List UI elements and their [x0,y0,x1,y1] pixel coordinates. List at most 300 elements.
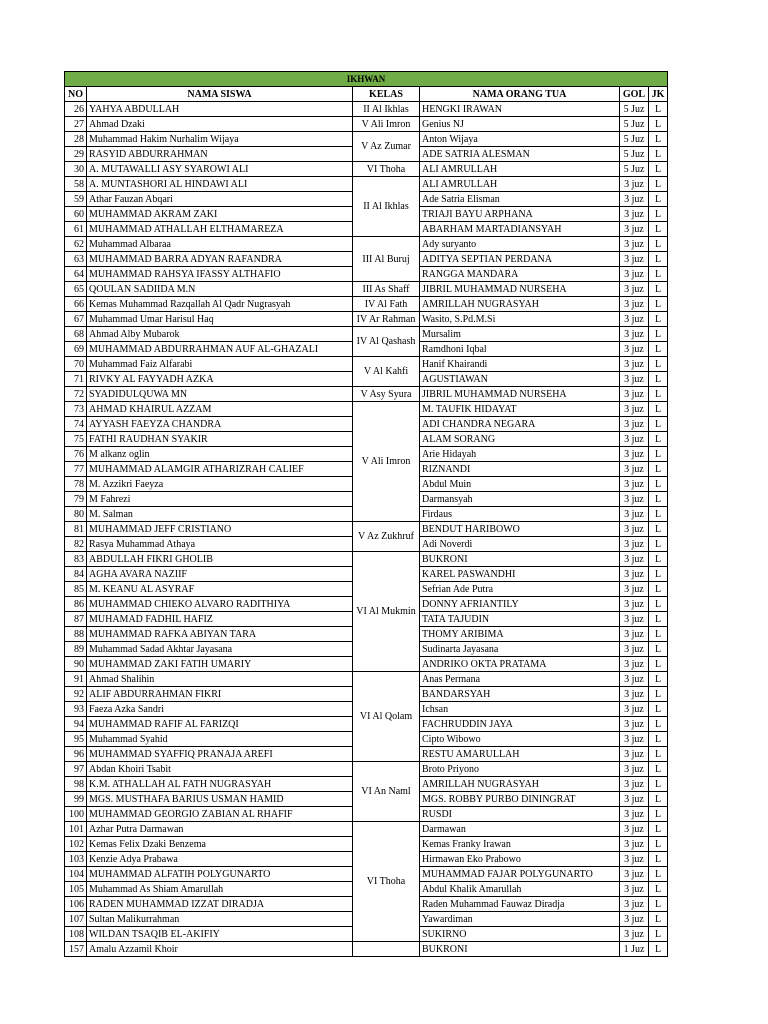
gol-cell: 3 juz [620,447,649,462]
jk-cell: L [649,267,668,282]
student-name: Faeza Azka Sandri [87,702,353,717]
student-name: Kemas Felix Dzaki Benzema [87,837,353,852]
parent-name: ABARHAM MARTADIANSYAH [420,222,620,237]
student-name: M. Azzikri Faeyza [87,477,353,492]
parent-name: Arie Hidayah [420,447,620,462]
jk-cell: L [649,237,668,252]
banner-row [65,72,668,87]
parent-name: Wasito, S.Pd.M.Si [420,312,620,327]
class-cell: IV Ar Rahman [353,312,420,327]
jk-cell: L [649,912,668,927]
gol-cell: 3 juz [620,297,649,312]
jk-cell: L [649,792,668,807]
parent-name: DONNY AFRIANTILY [420,597,620,612]
student-name: Abdan Khoiri Tsabit [87,762,353,777]
table-body [65,102,668,957]
class-cell: VI Al Qolam [353,672,420,762]
parent-name: ALI AMRULLAH [420,177,620,192]
gol-cell: 3 juz [620,237,649,252]
parent-name: ALAM SORANG [420,432,620,447]
jk-cell: L [649,372,668,387]
jk-cell: L [649,747,668,762]
table-row [65,822,668,837]
jk-cell: L [649,762,668,777]
parent-name: Kemas Franky Irawan [420,837,620,852]
class-cell: V Ali Imron [353,402,420,522]
parent-name: AGUSTIAWAN [420,372,620,387]
jk-cell: L [649,417,668,432]
student-name: Muhammad Hakim Nurhalim Wijaya [87,132,353,147]
jk-cell: L [649,387,668,402]
jk-cell: L [649,342,668,357]
gol-cell: 3 juz [620,852,649,867]
jk-cell: L [649,147,668,162]
jk-cell: L [649,192,668,207]
row-number: 85 [65,582,87,597]
class-cell: VI An Naml [353,762,420,822]
row-number: 89 [65,642,87,657]
student-name: MUHAMMAD RAFIF AL FARIZQI [87,717,353,732]
student-name: Muhammad Umar Harisul Haq [87,312,353,327]
jk-cell: L [649,777,668,792]
gol-cell: 1 Juz [620,942,649,957]
student-name: WILDAN TSAQIB EL-AKIFIY [87,927,353,942]
jk-cell: L [649,357,668,372]
parent-name: SUKIRNO [420,927,620,942]
row-number: 104 [65,867,87,882]
row-number: 107 [65,912,87,927]
table-row [65,162,668,177]
row-number: 65 [65,282,87,297]
gol-cell: 3 juz [620,357,649,372]
gol-cell: 3 juz [620,207,649,222]
row-number: 66 [65,297,87,312]
parent-name: Broto Priyono [420,762,620,777]
header-kelas: KELAS [353,87,420,102]
student-name: Azhar Putra Darmawan [87,822,353,837]
row-number: 108 [65,927,87,942]
student-name: MUHAMAD FADHIL HAFIZ [87,612,353,627]
gol-cell: 3 juz [620,327,649,342]
gol-cell: 3 juz [620,252,649,267]
row-number: 60 [65,207,87,222]
student-name: MUHAMMAD ATHALLAH ELTHAMAREZA [87,222,353,237]
parent-name: ADI CHANDRA NEGARA [420,417,620,432]
table-row [65,132,668,147]
parent-name: RANGGA MANDARA [420,267,620,282]
parent-name: Anas Permana [420,672,620,687]
gol-cell: 3 juz [620,552,649,567]
row-number: 102 [65,837,87,852]
row-number: 103 [65,852,87,867]
jk-cell: L [649,252,668,267]
gol-cell: 3 juz [620,747,649,762]
gol-cell: 3 juz [620,627,649,642]
parent-name: Adi Noverdi [420,537,620,552]
parent-name: Firdaus [420,507,620,522]
gol-cell: 3 juz [620,897,649,912]
parent-name: KAREL PASWANDHI [420,567,620,582]
class-cell: V Az Zumar [353,132,420,162]
class-cell: II Al Ikhlas [353,177,420,237]
student-name: MUHAMMAD ZAKI FATIH UMARIY [87,657,353,672]
student-name: YAHYA ABDULLAH [87,102,353,117]
row-number: 67 [65,312,87,327]
parent-name: JIBRIL MUHAMMAD NURSEHA [420,387,620,402]
row-number: 96 [65,747,87,762]
parent-name: Mursalim [420,327,620,342]
gol-cell: 3 juz [620,642,649,657]
gol-cell: 3 juz [620,537,649,552]
row-number: 105 [65,882,87,897]
row-number: 62 [65,237,87,252]
gol-cell: 3 juz [620,927,649,942]
row-number: 90 [65,657,87,672]
class-cell: IV Al Qashash [353,327,420,357]
jk-cell: L [649,657,668,672]
parent-name: THOMY ARIBIMA [420,627,620,642]
table-row [65,102,668,117]
gol-cell: 3 juz [620,882,649,897]
gol-cell: 3 juz [620,807,649,822]
student-name: Kenzie Adya Prabawa [87,852,353,867]
jk-cell: L [649,597,668,612]
row-number: 93 [65,702,87,717]
row-number: 157 [65,942,87,957]
jk-cell: L [649,402,668,417]
student-name: Muhammad Faiz Alfarabi [87,357,353,372]
row-number: 68 [65,327,87,342]
jk-cell: L [649,942,668,957]
gol-cell: 3 juz [620,732,649,747]
gol-cell: 3 juz [620,432,649,447]
parent-name: Ade Satria Elisman [420,192,620,207]
gol-cell: 3 juz [620,657,649,672]
gol-cell: 3 juz [620,912,649,927]
row-number: 63 [65,252,87,267]
student-name: M alkanz oglin [87,447,353,462]
jk-cell: L [649,552,668,567]
row-number: 74 [65,417,87,432]
jk-cell: L [649,312,668,327]
jk-cell: L [649,687,668,702]
gol-cell: 3 juz [620,282,649,297]
parent-name: RESTU AMARULLAH [420,747,620,762]
row-number: 73 [65,402,87,417]
student-table [64,71,668,957]
student-name: A. MUNTASHORI AL HINDAWI ALI [87,177,353,192]
row-number: 69 [65,342,87,357]
student-name: A. MUTAWALLI ASY SYAROWI ALI [87,162,353,177]
jk-cell: L [649,612,668,627]
header-nama-orang-tua: NAMA ORANG TUA [420,87,620,102]
parent-name: TRIAJI BAYU ARPHANA [420,207,620,222]
row-number: 75 [65,432,87,447]
parent-name: RUSDI [420,807,620,822]
parent-name: Ramdhoni Iqbal [420,342,620,357]
jk-cell: L [649,282,668,297]
row-number: 99 [65,792,87,807]
student-name: K.M. ATHALLAH AL FATH NUGRASYAH [87,777,353,792]
gol-cell: 5 Juz [620,132,649,147]
table-row [65,942,668,957]
student-name: Sultan Malikurrahman [87,912,353,927]
student-name: Amalu Azzamil Khoir [87,942,353,957]
student-name: MUHAMMAD ALFATIH POLYGUNARTO [87,867,353,882]
row-number: 79 [65,492,87,507]
jk-cell: L [649,522,668,537]
class-cell: VI Thoha [353,162,420,177]
header-row [65,87,668,102]
row-number: 71 [65,372,87,387]
jk-cell: L [649,837,668,852]
gol-cell: 3 juz [620,717,649,732]
parent-name: Cipto Wibowo [420,732,620,747]
gol-cell: 3 juz [620,222,649,237]
table-row [65,312,668,327]
jk-cell: L [649,717,668,732]
jk-cell: L [649,432,668,447]
row-number: 76 [65,447,87,462]
row-number: 82 [65,537,87,552]
parent-name: HENGKI IRAWAN [420,102,620,117]
gol-cell: 3 juz [620,387,649,402]
header-gol: GOL [620,87,649,102]
jk-cell: L [649,627,668,642]
parent-name: ANDRIKO OKTA PRATAMA [420,657,620,672]
jk-cell: L [649,867,668,882]
table-row [65,402,668,417]
gol-cell: 3 juz [620,267,649,282]
class-cell: II Al Ikhlas [353,102,420,117]
gol-cell: 3 juz [620,477,649,492]
row-number: 83 [65,552,87,567]
student-name: MUHAMMAD SYAFFIQ PRANAJA AREFI [87,747,353,762]
row-number: 77 [65,462,87,477]
student-name: RASYID ABDURRAHMAN [87,147,353,162]
parent-name: Sudinarta Jayasana [420,642,620,657]
student-name: MGS. MUSTHAFA BARIUS USMAN HAMID [87,792,353,807]
gol-cell: 3 juz [620,612,649,627]
gol-cell: 3 juz [620,507,649,522]
gol-cell: 3 juz [620,762,649,777]
student-name: MUHAMMAD ALAMGIR ATHARIZRAH CALIEF [87,462,353,477]
jk-cell: L [649,822,668,837]
row-number: 88 [65,627,87,642]
gol-cell: 3 juz [620,177,649,192]
jk-cell: L [649,672,668,687]
gol-cell: 3 juz [620,492,649,507]
student-name: FATHI RAUDHAN SYAKIR [87,432,353,447]
student-name: ALIF ABDURRAHMAN FIKRI [87,687,353,702]
parent-name: Darmawan [420,822,620,837]
row-number: 91 [65,672,87,687]
row-number: 78 [65,477,87,492]
header-nama-siswa: NAMA SISWA [87,87,353,102]
parent-name: AMRILLAH NUGRASYAH [420,777,620,792]
gol-cell: 3 juz [620,522,649,537]
parent-name: Abdul Khalik Amarullah [420,882,620,897]
table-row [65,672,668,687]
student-name: RADEN MUHAMMAD IZZAT DIRADJA [87,897,353,912]
row-number: 64 [65,267,87,282]
class-cell: III As Shaff [353,282,420,297]
student-name: Muhammad Albaraa [87,237,353,252]
table-row [65,327,668,342]
table-row [65,177,668,192]
jk-cell: L [649,447,668,462]
gol-cell: 3 juz [620,417,649,432]
parent-name: MGS. ROBBY PURBO DININGRAT [420,792,620,807]
student-name: MUHAMMAD RAHSYA IFASSY ALTHAFIO [87,267,353,282]
student-name: MUHAMMAD RAFKA ABIYAN TARA [87,627,353,642]
row-number: 58 [65,177,87,192]
class-cell: VI Thoha [353,822,420,942]
parent-name: M. TAUFIK HIDAYAT [420,402,620,417]
parent-name: AMRILLAH NUGRASYAH [420,297,620,312]
parent-name: RIZNANDI [420,462,620,477]
jk-cell: L [649,477,668,492]
row-number: 30 [65,162,87,177]
student-name: AHMAD KHAIRUL AZZAM [87,402,353,417]
parent-name: JIBRIL MUHAMMAD NURSEHA [420,282,620,297]
row-number: 95 [65,732,87,747]
gol-cell: 3 juz [620,402,649,417]
gol-cell: 3 juz [620,822,649,837]
student-name: MUHAMMAD ABDURRAHMAN AUF AL-GHAZALI [87,342,353,357]
row-number: 98 [65,777,87,792]
parent-name: Hanif Khairandi [420,357,620,372]
gol-cell: 3 juz [620,687,649,702]
parent-name: ALI AMRULLAH [420,162,620,177]
jk-cell: L [649,507,668,522]
table-row [65,552,668,567]
class-cell: V Az Zukhruf [353,522,420,552]
gol-cell: 3 juz [620,792,649,807]
gol-cell: 3 juz [620,192,649,207]
gol-cell: 3 juz [620,867,649,882]
parent-name: Sefrian Ade Putra [420,582,620,597]
jk-cell: L [649,162,668,177]
jk-cell: L [649,927,668,942]
student-name: Muhammad Syahid [87,732,353,747]
student-name: MUHAMMAD GEORGIO ZABIAN AL RHAFIF [87,807,353,822]
student-name: M Fahrezi [87,492,353,507]
jk-cell: L [649,207,668,222]
parent-name: BANDARSYAH [420,687,620,702]
student-name: MUHAMMAD JEFF CRISTIANO [87,522,353,537]
class-cell: V Ali Imron [353,117,420,132]
parent-name: Raden Muhammad Fauwaz Diradja [420,897,620,912]
class-cell [353,942,420,957]
student-name: Ahmad Shalihin [87,672,353,687]
parent-name: Genius NJ [420,117,620,132]
gol-cell: 3 juz [620,837,649,852]
parent-name: Yawardiman [420,912,620,927]
table-row [65,282,668,297]
header-no: NO [65,87,87,102]
student-name: Kemas Muhammad Razqallah Al Qadr Nugrasyah [87,297,353,312]
jk-cell: L [649,732,668,747]
row-number: 80 [65,507,87,522]
parent-name: BENDUT HARIBOWO [420,522,620,537]
gol-cell: 3 juz [620,342,649,357]
parent-name: Anton Wijaya [420,132,620,147]
jk-cell: L [649,102,668,117]
row-number: 26 [65,102,87,117]
row-number: 92 [65,687,87,702]
table-row [65,117,668,132]
student-name: AYYASH FAEYZA CHANDRA [87,417,353,432]
student-name: Muhammad Sadad Akhtar Jayasana [87,642,353,657]
jk-cell: L [649,582,668,597]
parent-name: FACHRUDDIN JAYA [420,717,620,732]
gol-cell: 3 juz [620,672,649,687]
jk-cell: L [649,702,668,717]
parent-name: Abdul Muin [420,477,620,492]
row-number: 100 [65,807,87,822]
table-row [65,387,668,402]
jk-cell: L [649,462,668,477]
header-jk: JK [649,87,668,102]
row-number: 29 [65,147,87,162]
parent-name: ADITYA SEPTIAN PERDANA [420,252,620,267]
gol-cell: 5 Juz [620,147,649,162]
jk-cell: L [649,327,668,342]
table-row [65,522,668,537]
gol-cell: 5 Juz [620,162,649,177]
parent-name: Hirmawan Eko Prabowo [420,852,620,867]
jk-cell: L [649,222,668,237]
gol-cell: 3 juz [620,312,649,327]
table-row [65,762,668,777]
gol-cell: 3 juz [620,582,649,597]
student-name: Ahmad Dzaki [87,117,353,132]
jk-cell: L [649,852,668,867]
parent-name: BUKRONI [420,942,620,957]
class-cell: VI Al Mukmin [353,552,420,672]
jk-cell: L [649,567,668,582]
parent-name: TATA TAJUDIN [420,612,620,627]
gol-cell: 3 juz [620,567,649,582]
gol-cell: 3 juz [620,372,649,387]
class-cell: IV Al Fath [353,297,420,312]
row-number: 61 [65,222,87,237]
row-number: 101 [65,822,87,837]
student-name: M. Salman [87,507,353,522]
row-number: 72 [65,387,87,402]
parent-name: Darmansyah [420,492,620,507]
class-cell: III Al Buruj [353,237,420,282]
student-name: MUHAMMAD CHIEKO ALVARO RADITHIYA [87,597,353,612]
jk-cell: L [649,492,668,507]
student-name: RIVKY AL FAYYADH AZKA [87,372,353,387]
student-name: MUHAMMAD AKRAM ZAKI [87,207,353,222]
row-number: 87 [65,612,87,627]
table-row [65,357,668,372]
table-row [65,237,668,252]
banner-title: IKHWAN [65,72,668,87]
parent-name: BUKRONI [420,552,620,567]
row-number: 106 [65,897,87,912]
student-name: AGHA AVARA NAZIIF [87,567,353,582]
row-number: 70 [65,357,87,372]
row-number: 59 [65,192,87,207]
jk-cell: L [649,537,668,552]
row-number: 86 [65,597,87,612]
parent-name: Ady suryanto [420,237,620,252]
jk-cell: L [649,132,668,147]
